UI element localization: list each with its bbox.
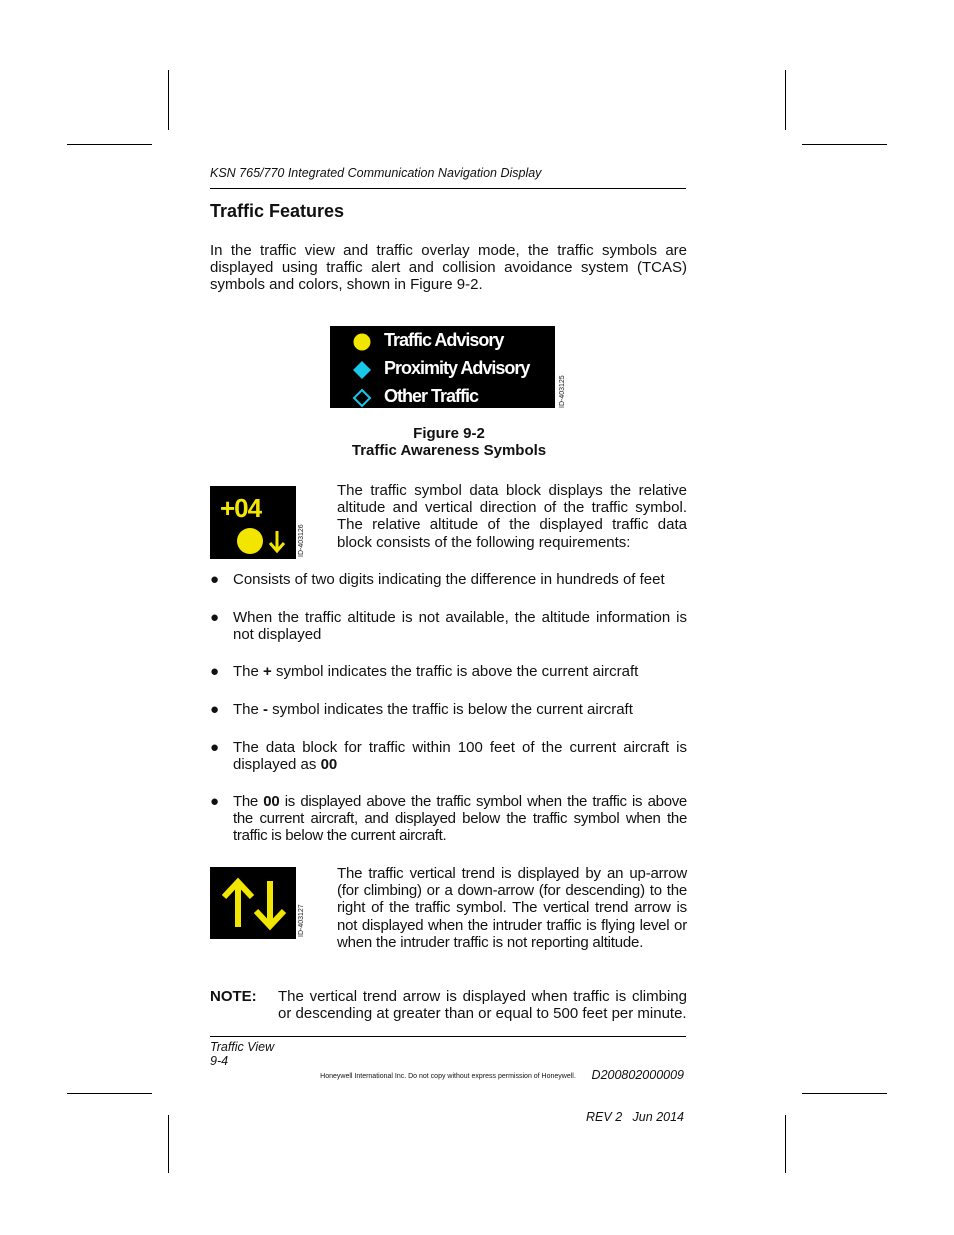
copyright-notice: Honeywell International Inc. Do not copy without express permission of Honeywell. [320, 1073, 576, 1080]
hollow-diamond-icon [352, 388, 372, 408]
trend-description: The traffic vertical trend is displayed by an up-arrow (for climbing) or a down-arrow (for descending) to the right of the traffic symbol. The vertical trend arrow is not displayed when the intruder traffic is flying level or when the intruder traffic is not reporting altitude. [337, 865, 687, 951]
figure-caption [330, 425, 568, 459]
crop-mark [168, 1115, 169, 1173]
bullet-icon: ● [210, 793, 220, 810]
filled-diamond-icon [352, 360, 372, 380]
header-rule [210, 188, 686, 189]
footer-doc-number: D200802000009 [591, 1068, 684, 1082]
intro-paragraph: In the traffic view and traffic overlay mode, the traffic symbols are displayed using traffic alert and collision avoidance system (TCAS) symbols and colors, shown in Figure 9-2. [210, 242, 687, 294]
crop-mark [67, 1093, 152, 1094]
note-label: NOTE: [210, 988, 257, 1005]
note-text: The vertical trend arrow is displayed when traffic is climbing or descending at greater than or equal to 500 feet per minute. [278, 988, 687, 1023]
legend-label: Proximity Advisory [384, 358, 530, 378]
figure-number: Figure 9-2 [413, 425, 485, 442]
footer-rule [210, 1036, 686, 1037]
bullet-icon: ● [210, 663, 220, 680]
figure-title: Traffic Awareness Symbols [351, 442, 547, 459]
figure-id: ID-403126 [298, 524, 305, 557]
data-block-image [210, 486, 296, 559]
crop-mark [785, 1115, 786, 1173]
bullet-icon: ● [210, 609, 220, 626]
legend-row-proximity-advisory [330, 356, 555, 383]
data-block-altitude: +04 [220, 493, 262, 523]
footer-revision: REV 2 Jun 2014 [586, 1110, 684, 1124]
figure-id: ID-403125 [559, 375, 566, 408]
crop-mark [802, 144, 887, 145]
footer-section: Traffic View [210, 1040, 275, 1054]
legend-row-other-traffic [330, 384, 555, 411]
traffic-advisory-descending-icon [236, 526, 291, 556]
footer-right [480, 1040, 684, 1138]
legend-label: Traffic Advisory [384, 330, 504, 350]
section-title: Traffic Features [210, 201, 345, 221]
data-block-description: The traffic symbol data block displays the relative altitude and vertical direction of the traffic symbol. The relative altitude of the displayed traffic data block consists of the following requirements: [337, 482, 687, 551]
bullet-icon: ● [210, 571, 220, 588]
crop-mark [67, 144, 152, 145]
climb-descend-arrows-icon [216, 875, 292, 933]
legend-label: Other Traffic [384, 386, 479, 406]
trend-arrows-image [210, 867, 296, 939]
footer-left [210, 1040, 274, 1068]
crop-mark [802, 1093, 887, 1094]
crop-mark [168, 70, 169, 130]
crop-mark [785, 70, 786, 130]
traffic-symbol-legend [330, 326, 555, 408]
bullet-icon: ● [210, 739, 220, 756]
bullet-icon: ● [210, 701, 220, 718]
yellow-circle-icon [352, 332, 372, 352]
legend-row-traffic-advisory [330, 328, 555, 355]
running-header: KSN 765/770 Integrated Communication Navigation Display [210, 166, 542, 180]
footer-page-number: 9-4 [210, 1054, 229, 1068]
figure-id: ID-403127 [298, 904, 305, 937]
